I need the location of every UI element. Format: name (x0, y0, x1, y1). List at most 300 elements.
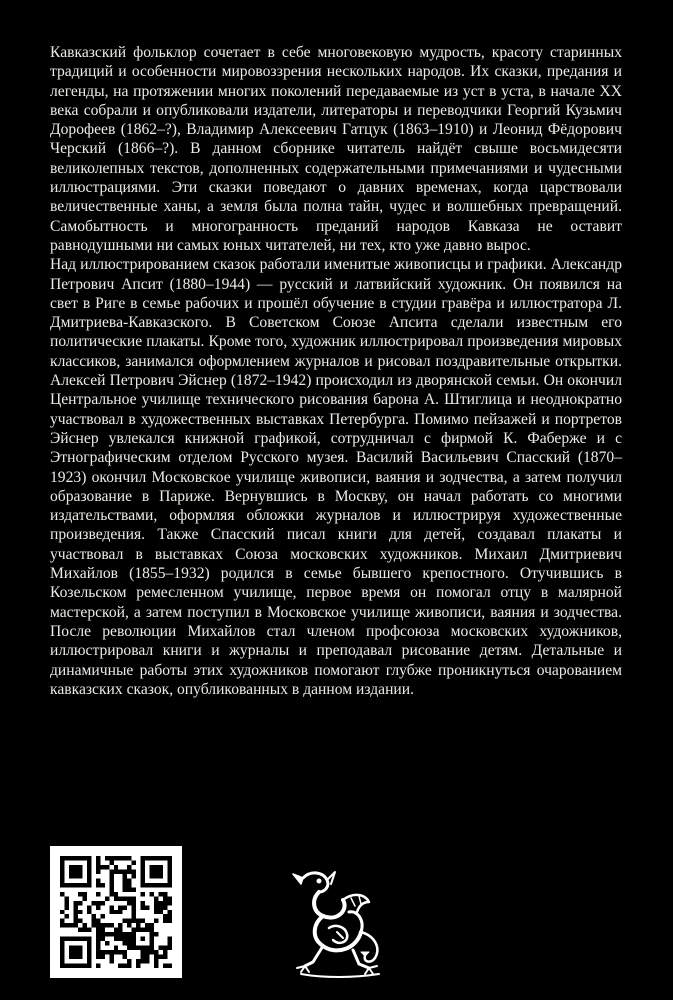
qr-module (91, 901, 95, 905)
qr-module (100, 937, 104, 941)
qr-module (78, 874, 82, 878)
qr-module (87, 869, 91, 873)
qr-module (60, 892, 64, 896)
qr-module (69, 946, 73, 950)
qr-module (82, 896, 86, 900)
qr-module (69, 937, 73, 941)
qr-module (87, 955, 91, 959)
qr-module (100, 923, 104, 927)
qr-module (154, 869, 158, 873)
qr-module (96, 923, 100, 927)
qr-module (141, 874, 145, 878)
qr-module (87, 964, 91, 968)
qr-module (96, 865, 100, 869)
qr-module (118, 896, 122, 900)
qr-module (127, 946, 131, 950)
qr-module (168, 878, 172, 882)
qr-module (159, 910, 163, 914)
qr-module (132, 896, 136, 900)
qr-module (105, 865, 109, 869)
qr-module (118, 928, 122, 932)
qr-module (109, 923, 113, 927)
qr-module (87, 883, 91, 887)
qr-module (168, 901, 172, 905)
qr-module (154, 905, 158, 909)
qr-module (123, 964, 127, 968)
qr-module (96, 856, 100, 860)
qr-module (96, 869, 100, 873)
qr-module (123, 896, 127, 900)
qr-module (96, 878, 100, 882)
qr-module (145, 946, 149, 950)
qr-module (114, 865, 118, 869)
qr-module (132, 941, 136, 945)
qr-module (109, 955, 113, 959)
qr-module (87, 865, 91, 869)
qr-module (168, 869, 172, 873)
qr-module (132, 919, 136, 923)
qr-module (109, 910, 113, 914)
qr-module (60, 856, 64, 860)
qr-module (78, 964, 82, 968)
qr-module (82, 923, 86, 927)
qr-module (78, 883, 82, 887)
qr-module (150, 892, 154, 896)
qr-module (132, 932, 136, 936)
qr-module (109, 932, 113, 936)
qr-module (141, 937, 145, 941)
qr-module (150, 932, 154, 936)
qr-module (105, 896, 109, 900)
qr-module (69, 874, 73, 878)
qr-module (141, 901, 145, 905)
qr-module (64, 856, 68, 860)
qr-module (73, 923, 77, 927)
qr-module (64, 937, 68, 941)
qr-module (96, 905, 100, 909)
qr-module (123, 919, 127, 923)
qr-module (168, 874, 172, 878)
qr-module (60, 910, 64, 914)
qr-module (136, 964, 140, 968)
qr-module (109, 950, 113, 954)
qr-module (73, 910, 77, 914)
qr-module (145, 923, 149, 927)
qr-module (100, 865, 104, 869)
qr-module (150, 928, 154, 932)
qr-module (154, 883, 158, 887)
qr-module (127, 959, 131, 963)
qr-module (154, 874, 158, 878)
qr-module (78, 937, 82, 941)
qr-module (60, 865, 64, 869)
qr-module (141, 869, 145, 873)
qr-module (163, 856, 167, 860)
qr-module (163, 883, 167, 887)
qr-module (127, 883, 131, 887)
qr-module (82, 937, 86, 941)
qr-module (114, 892, 118, 896)
qr-module (141, 865, 145, 869)
qr-module (168, 910, 172, 914)
qr-module (118, 910, 122, 914)
qr-module (73, 919, 77, 923)
qr-module (73, 937, 77, 941)
qr-module (123, 941, 127, 945)
qr-module (78, 901, 82, 905)
qr-module (154, 932, 158, 936)
qr-module (141, 860, 145, 864)
qr-module (87, 946, 91, 950)
qr-module (159, 892, 163, 896)
qr-module (127, 919, 131, 923)
qr-module (132, 874, 136, 878)
qr-module (127, 964, 131, 968)
qr-module (60, 874, 64, 878)
back-cover-text (50, 43, 622, 699)
qr-module (73, 856, 77, 860)
qr-module (159, 865, 163, 869)
qr-module (168, 941, 172, 945)
qr-module (163, 901, 167, 905)
qr-module (154, 959, 158, 963)
qr-module (159, 874, 163, 878)
qr-module (154, 896, 158, 900)
qr-module (78, 869, 82, 873)
qr-module (127, 941, 131, 945)
qr-module (145, 856, 149, 860)
qr-module (69, 923, 73, 927)
qr-module (150, 865, 154, 869)
qr-module (73, 964, 77, 968)
qr-module (123, 937, 127, 941)
qr-module (154, 910, 158, 914)
qr-module (96, 928, 100, 932)
qr-module (105, 932, 109, 936)
qr-module (100, 932, 104, 936)
qr-module (78, 946, 82, 950)
qr-module (141, 883, 145, 887)
qr-module (105, 856, 109, 860)
qr-module (154, 901, 158, 905)
qr-module (154, 919, 158, 923)
qr-module (114, 932, 118, 936)
qr-module (82, 856, 86, 860)
qr-module (118, 937, 122, 941)
qr-module (141, 955, 145, 959)
qr-module (150, 856, 154, 860)
qr-module (123, 932, 127, 936)
qr-module (105, 941, 109, 945)
qr-module (87, 950, 91, 954)
qr-module (91, 923, 95, 927)
qr-module (145, 950, 149, 954)
qr-module (114, 928, 118, 932)
qr-module (118, 932, 122, 936)
qr-module (109, 905, 113, 909)
qr-module (141, 928, 145, 932)
qr-module (87, 910, 91, 914)
qr-module (60, 937, 64, 941)
qr-module (87, 959, 91, 963)
qr-module (145, 905, 149, 909)
qr-module (123, 856, 127, 860)
qr-module (132, 869, 136, 873)
qr-module (96, 860, 100, 864)
qr-module (69, 856, 73, 860)
qr-module (132, 910, 136, 914)
qr-module (150, 883, 154, 887)
qr-module (136, 946, 140, 950)
qr-module (118, 950, 122, 954)
qr-module (123, 883, 127, 887)
qr-module (150, 937, 154, 941)
qr-module (78, 928, 82, 932)
qr-module (150, 923, 154, 927)
qr-module (100, 883, 104, 887)
qr-module (60, 923, 64, 927)
qr-module (69, 883, 73, 887)
qr-module (127, 865, 131, 869)
qr-module (123, 874, 127, 878)
qr-module (114, 910, 118, 914)
qr-module (60, 869, 64, 873)
qr-module (150, 869, 154, 873)
qr-module (69, 869, 73, 873)
qr-module (127, 896, 131, 900)
qr-module (96, 950, 100, 954)
qr-module (154, 950, 158, 954)
qr-module (69, 964, 73, 968)
qr-module (96, 919, 100, 923)
annotation-paragraph-illustrators: Над иллюстрированием сказок работали именитые живописцы и графики. Александр Петрович Апсит (1880–1944) — русский и латвийский художник. Он появился на свет в Риге в семье рабочих и прошёл обучение в студии гравёра и иллюстратора Л. Дмитриева-Кавказского. В Советском Союзе Апсита сделали известным его политические плакаты. Кроме того, художник иллюстрировал произведения мировых классиков, занимался оформлением журналов и рисовал поздравительные открытки. Алексей Петрович Эйснер (1872–1942) происходил из дворянской семьи. Он окончил Центральное училище технического рисования барона А. Штиглица и неоднократно участвовал в художественных выставках Петербурга. Помимо пейзажей и портретов Эйснер увлекался книжной графикой, сотрудничал с фирмой К. Фаберже и с Этнографическим отделом Русского музея. Василий Васильевич Спасский (1870–1923) окончил Московское училище живописи, ваяния и зодчества, а затем получил образование в Париже. Вернувшись в Москву, он начал работать со многими издательствами, оформляя обложки журналов и иллюстрируя художественные произведения. Также Спасский писал книги для детей, создавал плакаты и участвовал в выставках Союза московских художников. Михаил Дмитриевич Михайлов (1855–1932) родился в семье бывшего крепостного. Отучившись в Козельском ремесленном училище, первое время он помогал отцу в малярной мастерской, а затем поступил в Московское училище живописи, ваяния и зодчества. После революции Михайлов стал членом профсоюза московских художников, иллюстрировал книги и журналы и преподавал рисование детям. Детальные и динамичные работы этих художников помогают глубже проникнуться очарованием кавказских сказок, опубликованных в данном издании. (50, 256, 622, 698)
publisher-dragon-logo-icon (283, 866, 393, 981)
qr-module (96, 883, 100, 887)
qr-module (100, 955, 104, 959)
qr-module (118, 964, 122, 968)
qr-module (159, 883, 163, 887)
qr-module (136, 928, 140, 932)
qr-module (73, 874, 77, 878)
qr-module (109, 874, 113, 878)
qr-module (109, 878, 113, 882)
qr-module (141, 856, 145, 860)
qr-module (141, 950, 145, 954)
qr-module (127, 887, 131, 891)
qr-module (150, 874, 154, 878)
qr-module (64, 896, 68, 900)
qr-module (123, 905, 127, 909)
qr-module (64, 964, 68, 968)
qr-module (73, 869, 77, 873)
qr-module (69, 950, 73, 954)
qr-module (163, 896, 167, 900)
qr-module (145, 959, 149, 963)
qr-module (150, 941, 154, 945)
qr-module (163, 946, 167, 950)
qr-module (87, 941, 91, 945)
qr-module (73, 914, 77, 918)
qr-module (163, 964, 167, 968)
qr-module (64, 905, 68, 909)
qr-module (100, 950, 104, 954)
qr-module (168, 860, 172, 864)
qr-module (109, 883, 113, 887)
qr-module (127, 901, 131, 905)
qr-module (114, 937, 118, 941)
qr-module (127, 937, 131, 941)
qr-module (60, 941, 64, 945)
qr-module (82, 928, 86, 932)
qr-module (145, 883, 149, 887)
qr-module (150, 946, 154, 950)
qr-module (163, 905, 167, 909)
qr-module (87, 856, 91, 860)
qr-module (168, 865, 172, 869)
qr-module (154, 865, 158, 869)
qr-module (159, 856, 163, 860)
qr-module (87, 860, 91, 864)
qr-module (78, 856, 82, 860)
qr-module (73, 883, 77, 887)
qr-module (64, 883, 68, 887)
qr-module (69, 865, 73, 869)
qr-module (159, 946, 163, 950)
qr-module (132, 901, 136, 905)
qr-module (96, 941, 100, 945)
qr-module (91, 919, 95, 923)
qr-module (60, 860, 64, 864)
qr-module (168, 919, 172, 923)
annotation-paragraph-folklore: Кавказский фольклор сочетает в себе многовековую мудрость, красоту старинных традиций и особенности мировоззрения нескольких народов. Их сказки, предания и легенды, на протяжении многих поколений передаваемые из уст в уста, в начале XX века собрали и опубликовали издатели, литераторы и переводчики Георгий Кузьмич Дорофеев (1862–?), Владимир Алексеевич Гатцук (1863–1910) и Леонид Фёдорович Черский (1866–?). В данном сборнике читатель найдёт свыше восьмидесяти великолепных текстов, дополненных содержательными примечаниями и чудесными иллюстрациями. Эти сказки поведают о давних временах, когда царствовали величественные ханы, а земля была полна тайн, чудес и волшебных превращений. Самобытность и многогранность преданий народов Кавказа не оставит равнодушными ни самых юных читателей, ни тех, кто уже давно вырос. (50, 44, 622, 254)
qr-module (60, 946, 64, 950)
qr-module (127, 932, 131, 936)
qr-module (64, 901, 68, 905)
qr-module (73, 955, 77, 959)
qr-module (73, 901, 77, 905)
qr-code (50, 846, 182, 978)
qr-module (109, 860, 113, 864)
qr-module (159, 869, 163, 873)
qr-module (60, 950, 64, 954)
qr-module (145, 955, 149, 959)
qr-module (132, 860, 136, 864)
qr-module (168, 896, 172, 900)
qr-module (100, 914, 104, 918)
qr-module (64, 923, 68, 927)
qr-module (87, 937, 91, 941)
qr-module (109, 959, 113, 963)
qr-module (96, 932, 100, 936)
qr-module (141, 892, 145, 896)
qr-module (109, 892, 113, 896)
qr-module (96, 955, 100, 959)
qr-module (132, 928, 136, 932)
qr-module (114, 896, 118, 900)
qr-module (105, 950, 109, 954)
qr-module (118, 856, 122, 860)
qr-module (73, 905, 77, 909)
qr-module (118, 923, 122, 927)
qr-module (159, 955, 163, 959)
qr-module (60, 878, 64, 882)
qr-module (163, 892, 167, 896)
qr-module (123, 878, 127, 882)
qr-module (132, 946, 136, 950)
qr-module (154, 955, 158, 959)
qr-module (69, 955, 73, 959)
qr-module (96, 937, 100, 941)
qr-module (141, 946, 145, 950)
qr-module (127, 878, 131, 882)
qr-module (100, 901, 104, 905)
qr-module (168, 964, 172, 968)
qr-module (163, 950, 167, 954)
qr-module (109, 869, 113, 873)
qr-module (78, 919, 82, 923)
qr-module (141, 959, 145, 963)
qr-module (127, 869, 131, 873)
qr-module (82, 883, 86, 887)
qr-module (96, 892, 100, 896)
qr-module (91, 914, 95, 918)
qr-module (82, 892, 86, 896)
qr-module (132, 937, 136, 941)
qr-module (114, 950, 118, 954)
qr-module (96, 946, 100, 950)
qr-module (163, 914, 167, 918)
qr-module (141, 919, 145, 923)
qr-module (60, 883, 64, 887)
qr-module (73, 950, 77, 954)
qr-module (168, 883, 172, 887)
qr-module (136, 959, 140, 963)
qr-module (96, 964, 100, 968)
qr-module (145, 928, 149, 932)
qr-module (132, 887, 136, 891)
qr-module (87, 878, 91, 882)
qr-module (114, 946, 118, 950)
qr-module (73, 946, 77, 950)
qr-module (78, 910, 82, 914)
qr-module (60, 955, 64, 959)
qr-module (154, 856, 158, 860)
qr-module (82, 964, 86, 968)
qr-module (78, 955, 82, 959)
qr-module (159, 905, 163, 909)
qr-module (60, 959, 64, 963)
qr-module (123, 887, 127, 891)
qr-module (150, 950, 154, 954)
qr-module (109, 856, 113, 860)
qr-module (87, 874, 91, 878)
qr-module (168, 946, 172, 950)
qr-module (96, 901, 100, 905)
qr-module (136, 923, 140, 927)
qr-module (127, 923, 131, 927)
qr-module (127, 856, 131, 860)
qr-module (168, 856, 172, 860)
qr-module (118, 869, 122, 873)
qr-module (78, 865, 82, 869)
publisher-logo (283, 866, 393, 981)
qr-module (73, 865, 77, 869)
qr-module (78, 950, 82, 954)
qr-module (154, 964, 158, 968)
qr-module (141, 878, 145, 882)
qr-module (105, 923, 109, 927)
qr-module (100, 928, 104, 932)
